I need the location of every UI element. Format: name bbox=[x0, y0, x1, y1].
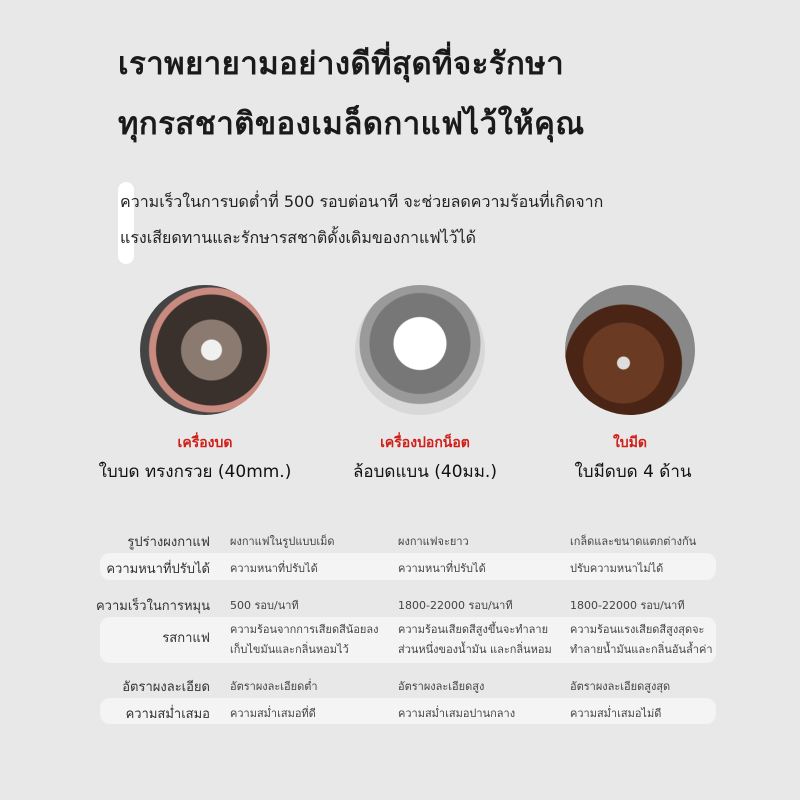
subtext-line-2: แรงเสียดทานและรักษารสชาติดั้งเดิมของกาแฟไว้ได้ bbox=[120, 228, 477, 247]
cell: ความร้อนเสียดสีสูงขึ้นจะทำลาย ส่วนหนึ่งของน้ำมัน และกลิ่นหอม bbox=[398, 623, 552, 656]
cell: ความร้อนแรงเสียดสีสูงสุดจะ ทำลายน้ำมันและกลิ่นอันล้ำค่า bbox=[570, 623, 713, 656]
cell: 500 รอบ/นาที bbox=[230, 599, 299, 612]
row-label: ความเร็วในการหมุน bbox=[95, 599, 210, 614]
cell: ความสม่ำเสมอไม่ดี bbox=[570, 707, 662, 720]
product-name-2: เครื่องปอกน็อต bbox=[380, 435, 470, 451]
cell: ความหนาที่ปรับได้ bbox=[230, 562, 318, 575]
blade-image bbox=[565, 285, 695, 415]
row-label: อัตราผงละเอียด bbox=[122, 680, 210, 695]
table-row bbox=[100, 673, 716, 695]
table-row bbox=[95, 592, 716, 614]
subtext-line-1: ความเร็วในการบดต่ำที่ 500 รอบต่อนาที จะช่วยลดความร้อนที่เกิดจาก bbox=[120, 192, 604, 211]
cell: ความสม่ำเสมอปานกลาง bbox=[398, 707, 516, 720]
cell: ปรับความหนาไม่ได้ bbox=[570, 562, 664, 575]
table-row bbox=[100, 553, 716, 580]
heading-line-1: เราพยายามอย่างดีที่สุดที่จะรักษา bbox=[118, 46, 565, 82]
cell: ผงกาแฟจะยาว bbox=[398, 535, 469, 548]
cell: อัตราผงละเอียดต่ำ bbox=[230, 680, 318, 693]
cell: ความสม่ำเสมอที่ดี bbox=[230, 707, 316, 720]
table-row bbox=[100, 698, 716, 724]
cell: ความหนาที่ปรับได้ bbox=[398, 562, 486, 575]
cell: เกล็ดและขนาดแตกต่างกัน bbox=[570, 535, 697, 548]
row-label: รสกาแฟ bbox=[162, 631, 210, 646]
cell: อัตราผงละเอียดสูงสุด bbox=[570, 680, 671, 693]
product-name-3: ใบมีด bbox=[612, 435, 648, 451]
product-desc-1: ใบบด ทรงกรวย (40mm.) bbox=[98, 462, 292, 482]
product-desc-3: ใบมีดบด 4 ด้าน bbox=[574, 462, 692, 482]
product-name-1: เครื่องบด bbox=[177, 435, 233, 451]
table-row bbox=[100, 528, 716, 550]
cell: อัตราผงละเอียดสูง bbox=[398, 680, 485, 693]
row-label: ความหนาที่ปรับได้ bbox=[106, 562, 210, 577]
row-label: รูปร่างผงกาแฟ bbox=[127, 535, 210, 550]
flat-burr-image bbox=[355, 285, 485, 415]
cell: ผงกาแฟในรูปแบบเม็ด bbox=[230, 535, 335, 548]
cell: ความร้อนจากการเสียดสีน้อยลง เก็บไขมันและกลิ่นหอมไว้ bbox=[230, 623, 379, 656]
cell: 1800-22000 รอบ/นาที bbox=[398, 599, 513, 612]
product-desc-2: ล้อบดแบน (40มม.) bbox=[353, 462, 497, 482]
row-label: ความสม่ำเสมอ bbox=[125, 707, 210, 722]
conical-burr-image bbox=[140, 285, 270, 415]
table-row bbox=[100, 617, 716, 663]
heading-line-2: ทุกรสชาติของเมล็ดกาแฟไว้ให้คุณ bbox=[118, 106, 585, 142]
cell: 1800-22000 รอบ/นาที bbox=[570, 599, 685, 612]
